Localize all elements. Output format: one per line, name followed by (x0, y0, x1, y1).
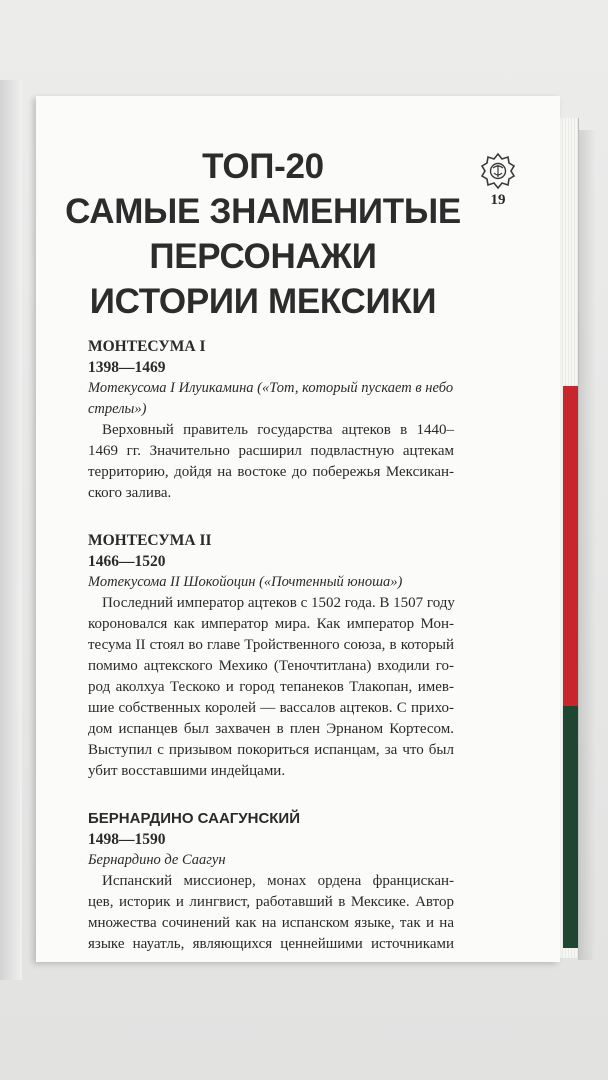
text-line: Выступил с призывом покориться испанцам, за что был (88, 742, 454, 758)
entry-name: БЕРНАРДИНО СААГУНСКИЙ (88, 810, 300, 827)
text-line: помимо ацтекского Мехико (Теночтитлана) входили го- (88, 658, 454, 674)
text-line: Верховный правитель государства ацтеков в 1440– (102, 422, 454, 438)
title-line: ТОП-20 (202, 147, 324, 186)
entry-montezuma-2 (88, 530, 454, 782)
entry-years: 1466—1520 (88, 553, 166, 570)
text-line: убит восставшими индейцами. (88, 763, 286, 779)
entry-alias (88, 850, 454, 871)
entry-name: МОНТЕСУМА II (88, 532, 212, 549)
page-number: 19 (490, 192, 506, 208)
text-line: цев, историк и лингвист, работавший в Мексике. Автор (88, 894, 454, 910)
text-line: языке науатль, являющихся ценнейшими источниками (88, 936, 454, 952)
page-edge-red-band (563, 386, 578, 706)
book-page (36, 96, 560, 962)
entry-bernardino (88, 808, 454, 955)
title-line: ИСТОРИИ МЕКСИКИ (89, 282, 437, 321)
entry-alias (88, 378, 454, 420)
entry-name: МОНТЕСУМА I (88, 338, 206, 355)
entry-description (88, 420, 454, 504)
text-line: тесума II стоял во главе Тройственного союза, в который (88, 637, 454, 653)
left-page-edge (0, 80, 22, 980)
text-line: дом испанцев был захвачен в плен Эрнаном Кортесом. (88, 721, 454, 737)
entry-alias (88, 572, 454, 593)
page-stack-shadow (578, 130, 596, 960)
text-line: Испанский миссионер, монах ордена францискан- (102, 873, 454, 889)
text-line: короновался как император мира. Как император Мон- (88, 616, 454, 632)
entry-years: 1498—1590 (88, 831, 166, 848)
alias-line: Мотекусома II Шокойоцин («Почтенный юноша») (88, 574, 403, 590)
text-line: 1469 гг. Значительно расширил подвластную ацтекам (88, 443, 454, 459)
entries-list (88, 336, 454, 981)
alias-line: стрелы») (88, 401, 147, 417)
text-line: род аколхуа Тескоко и город тепанеков Тлакопан, имев- (88, 679, 454, 695)
text-line: Последний император ацтеков с 1502 года. В 1507 году (102, 595, 455, 611)
alias-line: Мотекусома I Илуикамина («Тот, который пускает в небо (88, 380, 454, 396)
entry-years: 1398—1469 (88, 359, 166, 376)
text-line: множества сочинений как на испанском языке, так и на (88, 915, 454, 931)
entry-description (88, 871, 454, 955)
title-line: ПЕРСОНАЖИ (149, 237, 377, 276)
title-line: САМЫЕ ЗНАМЕНИТЫЕ (65, 192, 461, 231)
page-title (36, 144, 490, 324)
entry-montezuma-1 (88, 336, 454, 504)
alias-line: Бернардино де Саагун (88, 852, 226, 868)
text-line: ского залива. (88, 485, 172, 501)
text-line: шие собственных королей — вассалов ацтеков. С прихо- (88, 700, 454, 716)
page-edge-green-band (563, 706, 578, 948)
entry-description (88, 593, 454, 782)
text-line: территорию, дойдя на востоке до побережья Мексикан- (88, 464, 454, 480)
